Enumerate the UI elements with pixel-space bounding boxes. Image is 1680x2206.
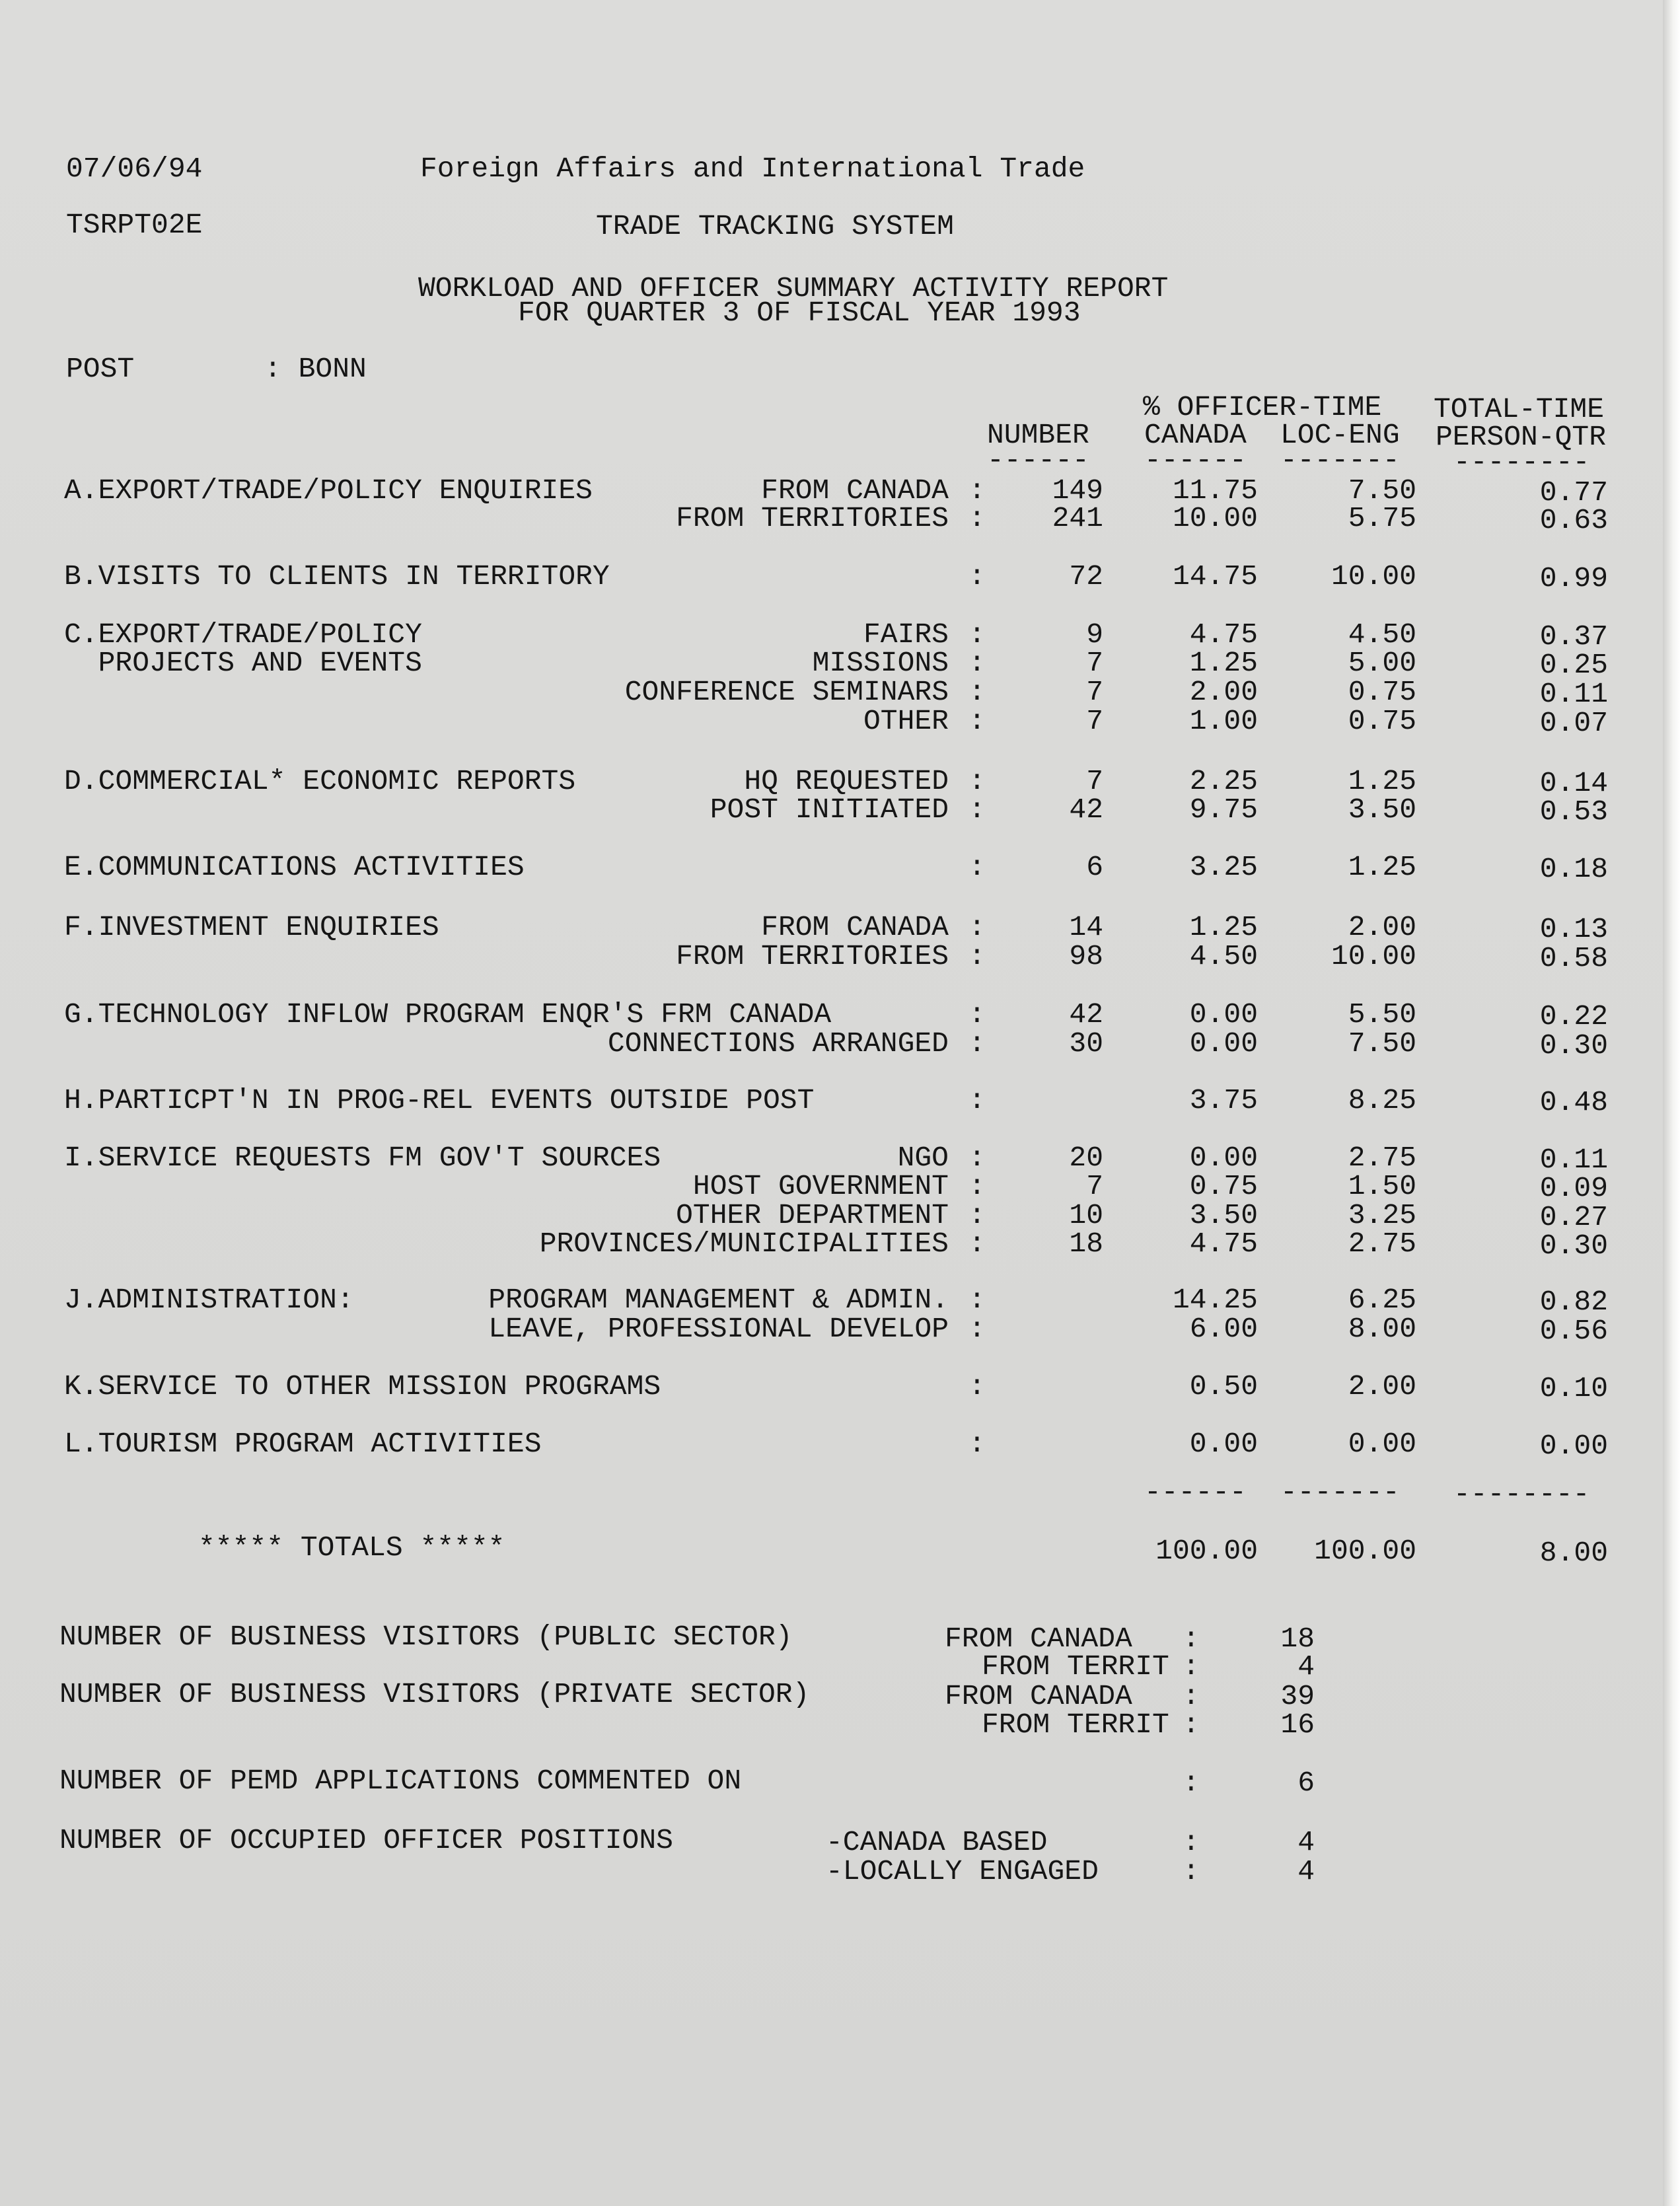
row-person-qtr: 0.37 [1539,620,1608,653]
row-number: 7 [1086,1170,1103,1202]
row-colon: : [968,1228,986,1260]
canada-based-colon: : [1183,1826,1200,1858]
pemd-label: NUMBER OF PEMD APPLICATIONS COMMENTED ON [59,1765,742,1797]
row-loc-eng: 2.75 [1348,1142,1416,1174]
row-sublabel: PROVINCES/MUNICIPALITIES [539,1228,949,1260]
row-loc-eng: 10.00 [1331,560,1416,593]
row-person-qtr: 0.18 [1539,853,1608,885]
row-canada: 3.50 [1189,1199,1258,1232]
canada-underline: ------ [1144,444,1247,476]
row-colon: : [968,676,986,708]
row-loc-eng: 8.00 [1348,1313,1416,1345]
row-colon: : [968,940,986,973]
row-loc-eng: 7.50 [1348,1027,1416,1060]
row-number: 20 [1069,1142,1103,1174]
totals-loc-eng: 100.00 [1314,1535,1416,1567]
row-person-qtr: 0.14 [1539,767,1608,799]
public-from-territ-colon: : [1183,1650,1200,1683]
row-label: H.PARTICPT'N IN PROG-REL EVENTS OUTSIDE POST [64,1084,815,1117]
row-sublabel: FROM TERRITORIES [676,940,949,973]
row-canada: 4.50 [1189,940,1258,973]
row-number: 9 [1086,618,1103,651]
row-canada: 0.00 [1189,1142,1258,1174]
row-loc-eng: 2.00 [1348,1370,1416,1403]
row-canada: 6.00 [1189,1313,1258,1345]
row-person-qtr: 0.30 [1539,1230,1608,1262]
row-canada: 2.00 [1189,676,1258,708]
row-canada: 4.75 [1189,1228,1258,1260]
row-colon: : [968,793,986,826]
row-person-qtr: 0.82 [1539,1286,1608,1318]
row-number: 42 [1069,998,1103,1031]
row-person-qtr: 0.25 [1539,649,1608,681]
row-person-qtr: 0.09 [1539,1172,1608,1204]
row-canada: 4.75 [1189,618,1258,651]
row-colon: : [968,1370,986,1403]
row-loc-eng: 3.25 [1348,1199,1416,1232]
row-colon: : [968,1027,986,1060]
locally-engaged-label: -LOCALLY ENGAGED [826,1855,1099,1888]
row-sublabel: OTHER DEPARTMENT [676,1199,949,1232]
row-person-qtr: 0.53 [1539,795,1608,828]
row-loc-eng: 3.50 [1348,793,1416,826]
report-title: WORKLOAD AND OFFICER SUMMARY ACTIVITY REPORT [418,272,1169,305]
totals-label: ***** TOTALS ***** [198,1531,505,1564]
row-loc-eng: 8.25 [1348,1084,1416,1117]
public-from-territ-value: 4 [1297,1650,1315,1683]
report-period: FOR QUARTER 3 OF FISCAL YEAR 1993 [518,297,1081,329]
locally-engaged-value: 4 [1297,1855,1315,1888]
private-from-territ-label: FROM TERRIT [982,1709,1169,1741]
row-person-qtr: 0.63 [1539,504,1608,536]
canada-based-value: 4 [1297,1826,1315,1858]
row-colon: : [968,1142,986,1174]
row-sublabel: FROM CANADA [761,474,949,507]
row-canada: 0.00 [1189,1428,1258,1460]
row-label: G.TECHNOLOGY INFLOW PROGRAM ENQR'S FRM CANADA [64,998,832,1031]
row-loc-eng: 6.25 [1348,1284,1416,1316]
row-loc-eng: 0.75 [1348,676,1416,708]
totals-underline-loc: ------- [1280,1476,1400,1508]
system-name: TRADE TRACKING SYSTEM [596,210,954,242]
row-label: C.EXPORT/TRADE/POLICY [64,618,422,651]
row-person-qtr: 0.77 [1539,476,1608,509]
locally-engaged-colon: : [1183,1855,1200,1888]
row-canada: 9.75 [1189,793,1258,826]
row-sublabel: CONFERENCE SEMINARS [624,676,949,708]
public-visitors-label: NUMBER OF BUSINESS VISITORS (PUBLIC SECTOR) [59,1621,793,1653]
row-person-qtr: 0.07 [1539,707,1608,739]
row-person-qtr: 0.11 [1539,1144,1608,1176]
row-sublabel: HQ REQUESTED [744,765,949,797]
row-label: E.COMMUNICATIONS ACTIVITIES [64,851,525,883]
row-colon: : [968,647,986,679]
row-number: 7 [1086,765,1103,797]
row-label: L.TOURISM PROGRAM ACTIVITIES [64,1428,542,1460]
officer-time-header: % OFFICER-TIME [1143,391,1382,423]
row-person-qtr: 0.11 [1539,678,1608,710]
row-label: F.INVESTMENT ENQUIRIES [64,911,439,943]
row-number: 14 [1069,911,1103,943]
row-number: 7 [1086,647,1103,679]
row-sublabel: OTHER [863,705,949,737]
row-loc-eng: 2.75 [1348,1228,1416,1260]
row-colon: : [968,1428,986,1460]
row-canada: 14.75 [1172,560,1258,593]
row-colon: : [968,1199,986,1232]
organization-name: Foreign Affairs and International Trade [420,153,1085,185]
row-number: 7 [1086,705,1103,737]
pemd-colon: : [1183,1767,1200,1799]
row-loc-eng: 1.50 [1348,1170,1416,1202]
row-person-qtr: 0.13 [1539,913,1608,945]
private-from-canada-colon: : [1183,1680,1200,1712]
row-label: A.EXPORT/TRADE/POLICY ENQUIRIES [64,474,593,507]
row-number: 6 [1086,851,1103,883]
row-colon: : [968,765,986,797]
row-loc-eng: 4.50 [1348,618,1416,651]
report-id: TSRPT02E [66,209,203,241]
row-colon: : [968,998,986,1031]
row-canada: 10.00 [1172,502,1258,534]
row-loc-eng: 10.00 [1331,940,1416,973]
number-underline: ------ [987,444,1089,476]
report-date: 07/06/94 [66,153,203,185]
public-from-canada-label: FROM CANADA [945,1623,1132,1655]
row-loc-eng: 5.75 [1348,502,1416,534]
row-sublabel: PROGRAM MANAGEMENT & ADMIN. [488,1284,949,1316]
row-canada: 1.00 [1189,705,1258,737]
row-number: 7 [1086,676,1103,708]
row-loc-eng: 2.00 [1348,911,1416,943]
row-person-qtr: 0.56 [1539,1315,1608,1347]
totals-person-qtr: 8.00 [1539,1537,1608,1569]
row-person-qtr: 0.48 [1539,1086,1608,1119]
row-loc-eng: 0.75 [1348,705,1416,737]
row-loc-eng: 7.50 [1348,474,1416,507]
row-colon: : [968,911,986,943]
row-number: 241 [1052,502,1103,534]
post-value: : BONN [264,353,367,385]
private-from-territ-value: 16 [1280,1709,1315,1741]
row-canada: 11.75 [1172,474,1258,507]
totals-underline-canada: ------ [1144,1476,1247,1508]
row-label: D.COMMERCIAL* ECONOMIC REPORTS [64,765,576,797]
row-sublabel: MISSIONS [812,647,949,679]
row-person-qtr: 0.00 [1539,1430,1608,1462]
row-person-qtr: 0.58 [1539,942,1608,974]
row-loc-eng: 1.25 [1348,851,1416,883]
row-loc-eng: 0.00 [1348,1428,1416,1460]
row-canada: 1.25 [1189,911,1258,943]
row-colon: : [968,705,986,737]
row-canada: 0.75 [1189,1170,1258,1202]
row-colon: : [968,1313,986,1345]
loc-eng-underline: ------- [1280,444,1400,476]
row-colon: : [968,1084,986,1117]
row-colon: : [968,474,986,507]
row-person-qtr: 0.10 [1539,1372,1608,1405]
row-sublabel: FROM TERRITORIES [676,502,949,534]
post-label: POST [66,353,135,385]
row-sublabel: LEAVE, PROFESSIONAL DEVELOP [488,1313,949,1345]
row-colon: : [968,618,986,651]
row-label: J.ADMINISTRATION: [64,1284,354,1316]
row-person-qtr: 0.22 [1539,1000,1608,1033]
row-sublabel: HOST GOVERNMENT [692,1170,949,1202]
row-number: 10 [1069,1199,1103,1232]
private-from-canada-label: FROM CANADA [945,1680,1132,1712]
row-canada: 3.75 [1189,1084,1258,1117]
row-colon: : [968,502,986,534]
row-loc-eng: 5.50 [1348,998,1416,1031]
public-from-territ-label: FROM TERRIT [982,1650,1169,1683]
page-edge [1663,0,1680,2206]
row-person-qtr: 0.27 [1539,1201,1608,1233]
positions-label: NUMBER OF OCCUPIED OFFICER POSITIONS [59,1824,673,1857]
totals-canada: 100.00 [1155,1535,1258,1567]
private-from-territ-colon: : [1183,1709,1200,1741]
row-canada: 0.50 [1189,1370,1258,1403]
row-number: 30 [1069,1027,1103,1060]
public-from-canada-value: 18 [1280,1623,1315,1655]
totals-underline-pq: -------- [1453,1478,1590,1510]
row-canada: 14.25 [1172,1284,1258,1316]
canada-based-label: -CANADA BASED [826,1826,1048,1858]
row-person-qtr: 0.99 [1539,562,1608,595]
row-sublabel: CONNECTIONS ARRANGED [607,1027,949,1060]
pemd-value: 6 [1297,1767,1315,1799]
row-number: 42 [1069,793,1103,826]
row-sublabel: POST INITIATED [710,793,949,826]
loc-eng-header: LOC-ENG [1280,419,1400,451]
row-number: 72 [1069,560,1103,593]
number-header: NUMBER [987,419,1089,451]
row-canada: 0.00 [1189,1027,1258,1060]
row-sublabel: FROM CANADA [761,911,949,943]
row-loc-eng: 1.25 [1348,765,1416,797]
row-label: I.SERVICE REQUESTS FM GOV'T SOURCES [64,1142,661,1174]
row-canada: 1.25 [1189,647,1258,679]
row-sublabel: NGO [897,1142,949,1174]
row-colon: : [968,1170,986,1202]
row-colon: : [968,851,986,883]
row-loc-eng: 5.00 [1348,647,1416,679]
row-canada: 0.00 [1189,998,1258,1031]
row-label: K.SERVICE TO OTHER MISSION PROGRAMS [64,1370,661,1403]
row-number: 98 [1069,940,1103,973]
row-sublabel: FAIRS [863,618,949,651]
row-label: PROJECTS AND EVENTS [64,647,422,679]
person-qtr-header: PERSON-QTR [1436,421,1607,453]
private-visitors-label: NUMBER OF BUSINESS VISITORS (PRIVATE SECTOR) [59,1678,810,1710]
row-label: B.VISITS TO CLIENTS IN TERRITORY [64,560,610,593]
total-time-header: TOTAL-TIME [1434,393,1605,425]
public-from-canada-colon: : [1183,1623,1200,1655]
person-qtr-underline: -------- [1453,446,1590,478]
row-number: 18 [1069,1228,1103,1260]
canada-header: CANADA [1144,419,1247,451]
row-colon: : [968,1284,986,1316]
row-canada: 3.25 [1189,851,1258,883]
row-canada: 2.25 [1189,765,1258,797]
private-from-canada-value: 39 [1280,1680,1315,1712]
row-colon: : [968,560,986,593]
row-person-qtr: 0.30 [1539,1029,1608,1062]
row-number: 149 [1052,474,1103,507]
